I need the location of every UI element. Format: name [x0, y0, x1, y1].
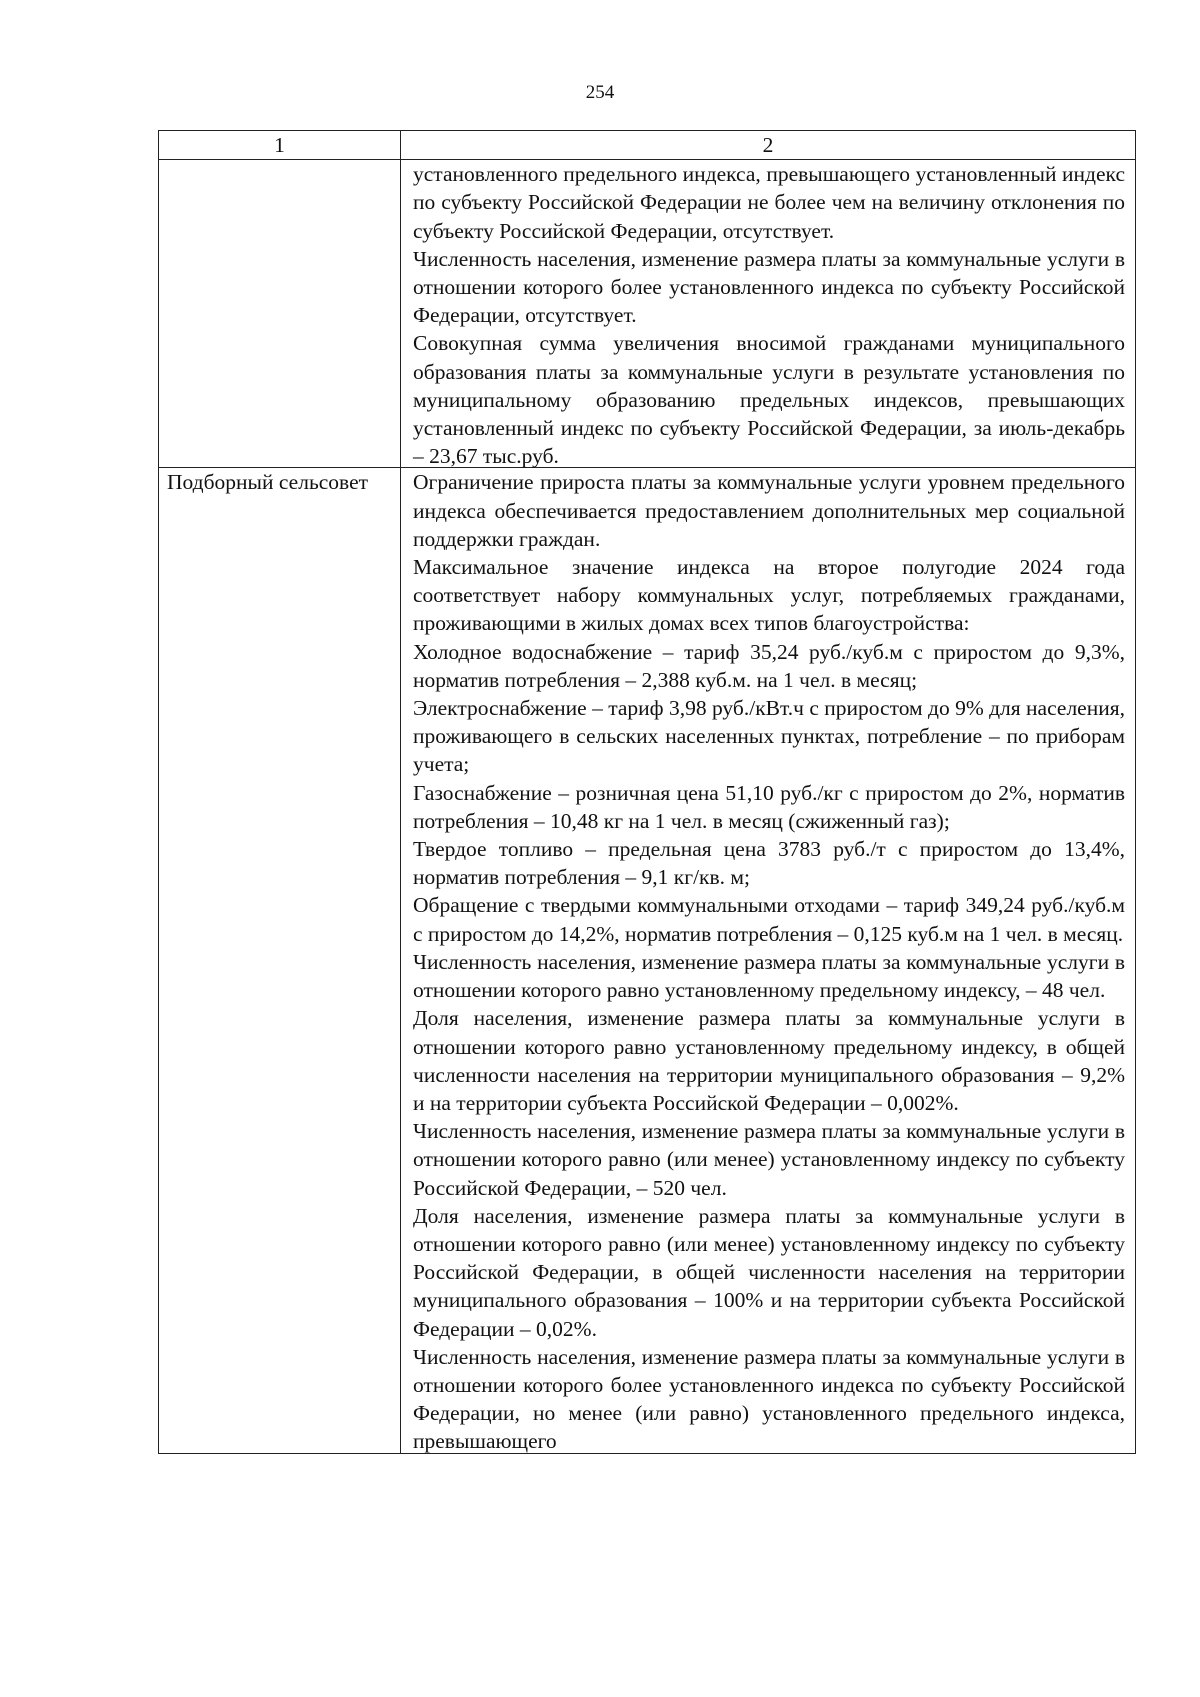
paragraph: Численность населения, изменение размера платы за коммунальные услуги в отношении которого более установленного индекса по субъекту Российской Федерации, но менее (или равно) установленного предельного индекса, превышающего: [413, 1344, 1125, 1454]
paragraph: установленного предельного индекса, превышающего установленный индекс по субъекту Российской Федерации не более чем на величину отклонения по субъекту Российской Федерации, отсутствует.: [413, 162, 1125, 243]
page-number: 254: [585, 82, 615, 103]
paragraph: Доля населения, изменение размера платы за коммунальные услуги в отношении которого равно (или менее) установленному индексу по субъекту Российской Федерации, в общей численности населения на территории муниципального образования – 100% и на территории субъекта Российской Федерации – 0,02%.: [413, 1203, 1125, 1341]
paragraph: Численность населения, изменение размера платы за коммунальные услуги в отношении которого более установленного индекса по субъекту Российской Федерации, отсутствует.: [413, 246, 1125, 328]
table-header-row: [159, 131, 1136, 160]
paragraph: Максимальное значение индекса на второе полугодие 2024 года соответствует набору коммунальных услуг, потребляемых гражданами, проживающими в жилых домах всех типов благоустройства:: [413, 555, 1125, 636]
row-content: [401, 160, 1136, 468]
row-content: [401, 468, 1136, 1453]
paragraph: Численность населения, изменение размера платы за коммунальные услуги в отношении которого равно установленному предельному индексу, – 48 чел.: [413, 949, 1125, 1003]
paragraph: Совокупная сумма увеличения вносимой гражданами муниципального образования платы за коммунальные услуги в результате установления по муниципальному образованию предельных индексов, превышающих установленный индекс по субъекту Российской Федерации, за июль-декабрь – 23,67 тыс.руб.: [413, 331, 1125, 469]
paragraph: Обращение с твердыми коммунальными отходами – тариф 349,24 руб./куб.м с приростом до 14,2%, норматив потребления – 0,125 куб.м на 1 чел. в месяц.: [413, 893, 1125, 946]
paragraph: Электроснабжение – тариф 3,98 руб./кВт.ч с приростом до 9% для населения, проживающего в сельских населенных пунктах, потребление – по приборам учета;: [413, 696, 1125, 777]
paragraph: Ограничение прироста платы за коммунальные услуги уровнем предельного индекса обеспечивается предоставлением дополнительных мер социальной поддержки граждан.: [413, 470, 1125, 551]
table-row: [159, 160, 1136, 468]
document-table: [158, 130, 1136, 1454]
paragraph: Численность населения, изменение размера платы за коммунальные услуги в отношении которого равно (или менее) установленному индексу по субъекту Российской Федерации, – 520 чел.: [413, 1119, 1125, 1200]
row-label: Подборный сельсовет: [159, 468, 401, 1453]
paragraph: Холодное водоснабжение – тариф 35,24 руб./куб.м с приростом до 9,3%, норматив потребления – 2,388 куб.м. на 1 чел. в месяц;: [413, 639, 1125, 692]
table-row: [159, 468, 1136, 1453]
row-label: [159, 160, 401, 468]
column-header-1: 1: [159, 131, 401, 160]
paragraph: Газоснабжение – розничная цена 51,10 руб./кг с приростом до 2%, норматив потребления – 10,48 кг на 1 чел. в месяц (сжиженный газ);: [413, 780, 1125, 833]
column-header-2: 2: [401, 131, 1136, 160]
paragraph: Доля населения, изменение размера платы за коммунальные услуги в отношении которого равно установленному предельному индексу, в общей численности населения на территории муниципального образования – 9,2% и на территории субъекта Российской Федерации – 0,002%.: [413, 1006, 1125, 1115]
paragraph: Твердое топливо – предельная цена 3783 руб./т с приростом до 13,4%, норматив потребления – 9,1 кг/кв. м;: [413, 837, 1125, 890]
